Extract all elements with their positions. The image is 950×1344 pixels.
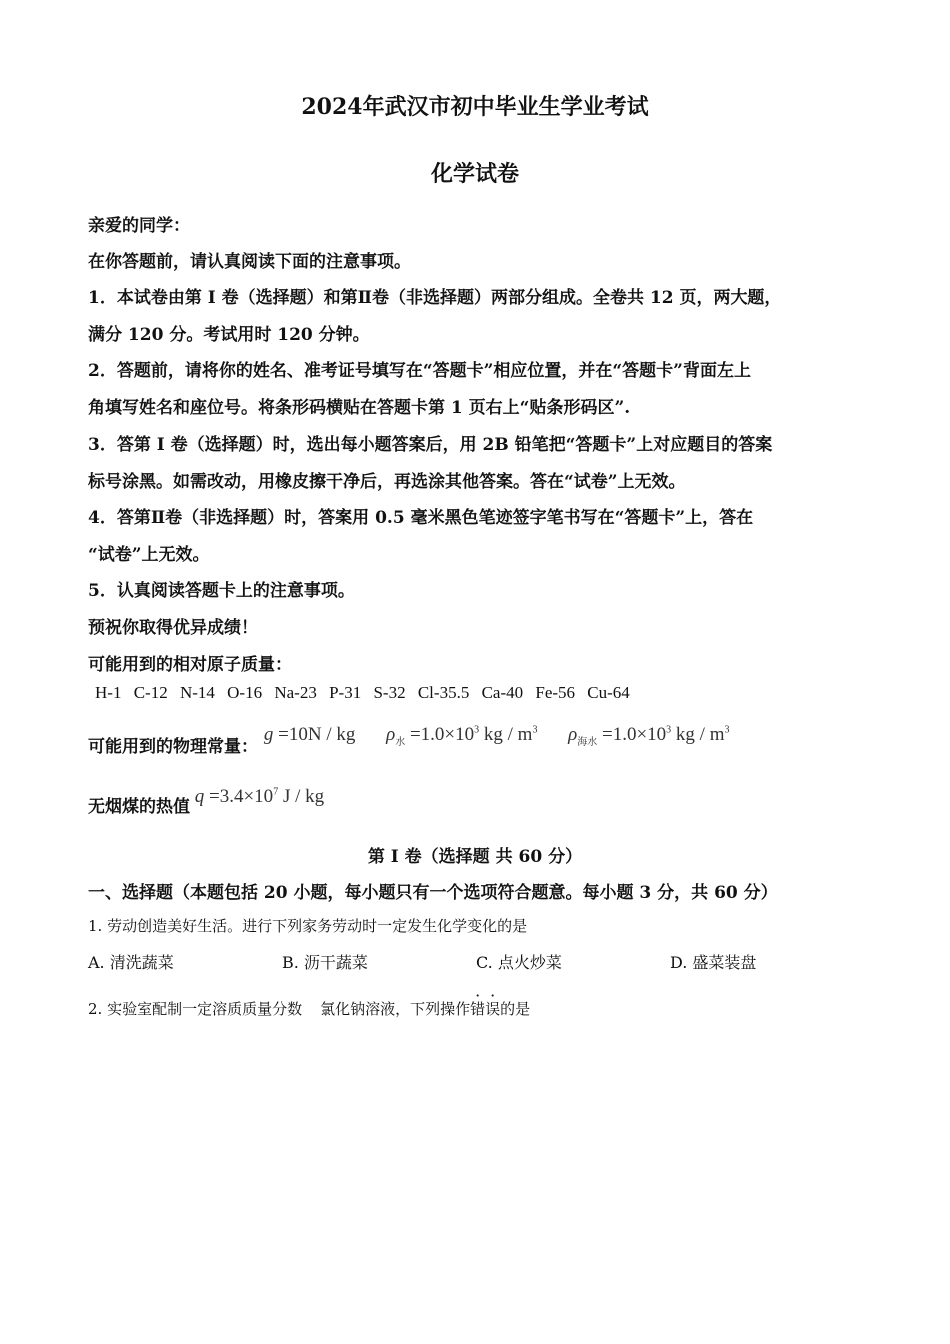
wish-text: 预祝你取得优异成绩！ — [88, 618, 258, 638]
atomic-mass-item: P-31 — [329, 683, 362, 702]
notice-item-3-line-1: 3．答第 I 卷（选择题）时，选出每小题答案后，用 2B 铅笔把“答题卡”上对应题目的答案 — [88, 435, 773, 455]
atomic-mass-list — [95, 683, 638, 703]
g-symbol: g — [263, 724, 274, 745]
atomic-mass-item: Na-23 — [274, 683, 317, 702]
question-2-suffix: 的是 — [500, 1000, 531, 1018]
rho-water-unit-exponent: 3 — [532, 724, 538, 736]
emphasis-char: 误 — [485, 1000, 501, 1018]
atomic-mass-item: O-16 — [227, 683, 263, 702]
part-title: 一、选择题（本题包括 20 小题，每小题只有一个选项符合题意。每小题 3 分，共 60 分） — [88, 883, 778, 903]
atomic-mass-item: Ca-40 — [481, 683, 524, 702]
atomic-mass-label: 可能用到的相对原子质量： — [88, 655, 292, 675]
notice-item-1-line-1: 1．本试卷由第 I 卷（选择题）和第Ⅱ卷（非选择题）两部分组成。全卷共 12 页，两大题， — [88, 288, 782, 308]
heat-value-label: 无烟煤的热值 — [88, 797, 190, 817]
q-value: =3.4×10 — [209, 786, 274, 807]
rho-symbol: ρ — [568, 724, 578, 745]
q-unit: J / kg — [282, 786, 325, 807]
notice-item-1-line-2: 满分 120 分。考试用时 120 分钟。 — [88, 325, 370, 345]
physics-constants-label: 可能用到的物理常量： — [88, 737, 258, 757]
atomic-mass-item: Cl-35.5 — [417, 683, 470, 702]
atomic-mass-item: N-14 — [179, 683, 215, 702]
rho-water-subscript: 水 — [395, 736, 406, 748]
notice-item-4-line-2: “试卷”上无效。 — [88, 545, 210, 565]
question-1-option-c: C. 点火炒菜 — [476, 953, 562, 972]
question-1: 1. 劳动创造美好生活。进行下列家务劳动时一定发生化学变化的是 — [88, 917, 528, 935]
notice-item-5: 5．认真阅读答题卡上的注意事项。 — [88, 581, 355, 601]
greeting: 亲爱的同学： — [88, 216, 190, 236]
exam-subtitle: 化学试卷 — [430, 161, 519, 187]
gravity-formula — [264, 724, 360, 745]
rho-symbol: ρ — [386, 724, 396, 745]
question-2-mid: 氯化钠溶液，下列操作 — [320, 1000, 471, 1018]
atomic-mass-item: Cu-64 — [587, 683, 630, 702]
atomic-mass-item: S-32 — [373, 683, 406, 702]
section-heading: 第 I 卷（选择题 共 60 分） — [367, 847, 583, 867]
question-1-option-a: A. 清洗蔬菜 — [88, 953, 174, 972]
rho-sea-unit-exponent: 3 — [724, 724, 730, 736]
seawater-density-formula — [568, 724, 730, 748]
rho-water-exponent: 3 — [474, 724, 480, 736]
atomic-mass-item: Fe-56 — [535, 683, 576, 702]
rho-sea-value: =1.0×10 — [601, 724, 667, 745]
question-2-prefix: 2. 实验室配制一定溶质质量分数 — [88, 1000, 303, 1018]
physics-constants-row — [88, 720, 730, 757]
notice-item-2-line-1: 2．答题前，请将你的姓名、准考证号填写在“答题卡”相应位置，并在“答题卡”背面左上 — [88, 361, 751, 381]
water-density-formula — [386, 724, 542, 748]
atomic-mass-item: H-1 — [95, 683, 122, 702]
heat-value-formula — [190, 786, 324, 807]
q-symbol: q — [194, 786, 205, 807]
notice-item-2-line-2: 角填写姓名和座位号。将条形码横贴在答题卡第 1 页右上“贴条形码区”. — [88, 398, 631, 418]
question-2 — [88, 998, 530, 1019]
question-1-option-d: D. 盛菜装盘 — [670, 953, 757, 972]
rho-sea-subscript: 海水 — [577, 736, 598, 748]
g-value: =10N / kg — [278, 724, 356, 745]
q-exponent: 7 — [273, 786, 279, 798]
rho-sea-unit: kg / m — [675, 724, 725, 745]
question-1-option-b: B. 沥干蔬菜 — [282, 953, 368, 972]
notice-item-3-line-2: 标号涂黑。如需改动，用橡皮擦干净后，再选涂其他答案。答在“试卷”上无效。 — [88, 472, 686, 492]
rho-sea-exponent: 3 — [666, 724, 672, 736]
heat-value-row — [88, 782, 325, 817]
rho-water-value: =1.0×10 — [409, 724, 475, 745]
emphasis-char: 错 — [470, 1000, 486, 1018]
exam-title: 2024年武汉市初中毕业生学业考试 — [301, 94, 649, 120]
notice-intro: 在你答题前，请认真阅读下面的注意事项。 — [88, 252, 411, 272]
atomic-mass-item: C-12 — [133, 683, 168, 702]
rho-water-unit: kg / m — [483, 724, 533, 745]
notice-item-4-line-1: 4．答第Ⅱ卷（非选择题）时，答案用 0.5 毫米黑色笔迹签字笔书写在“答题卡”上，答在 — [88, 508, 754, 528]
